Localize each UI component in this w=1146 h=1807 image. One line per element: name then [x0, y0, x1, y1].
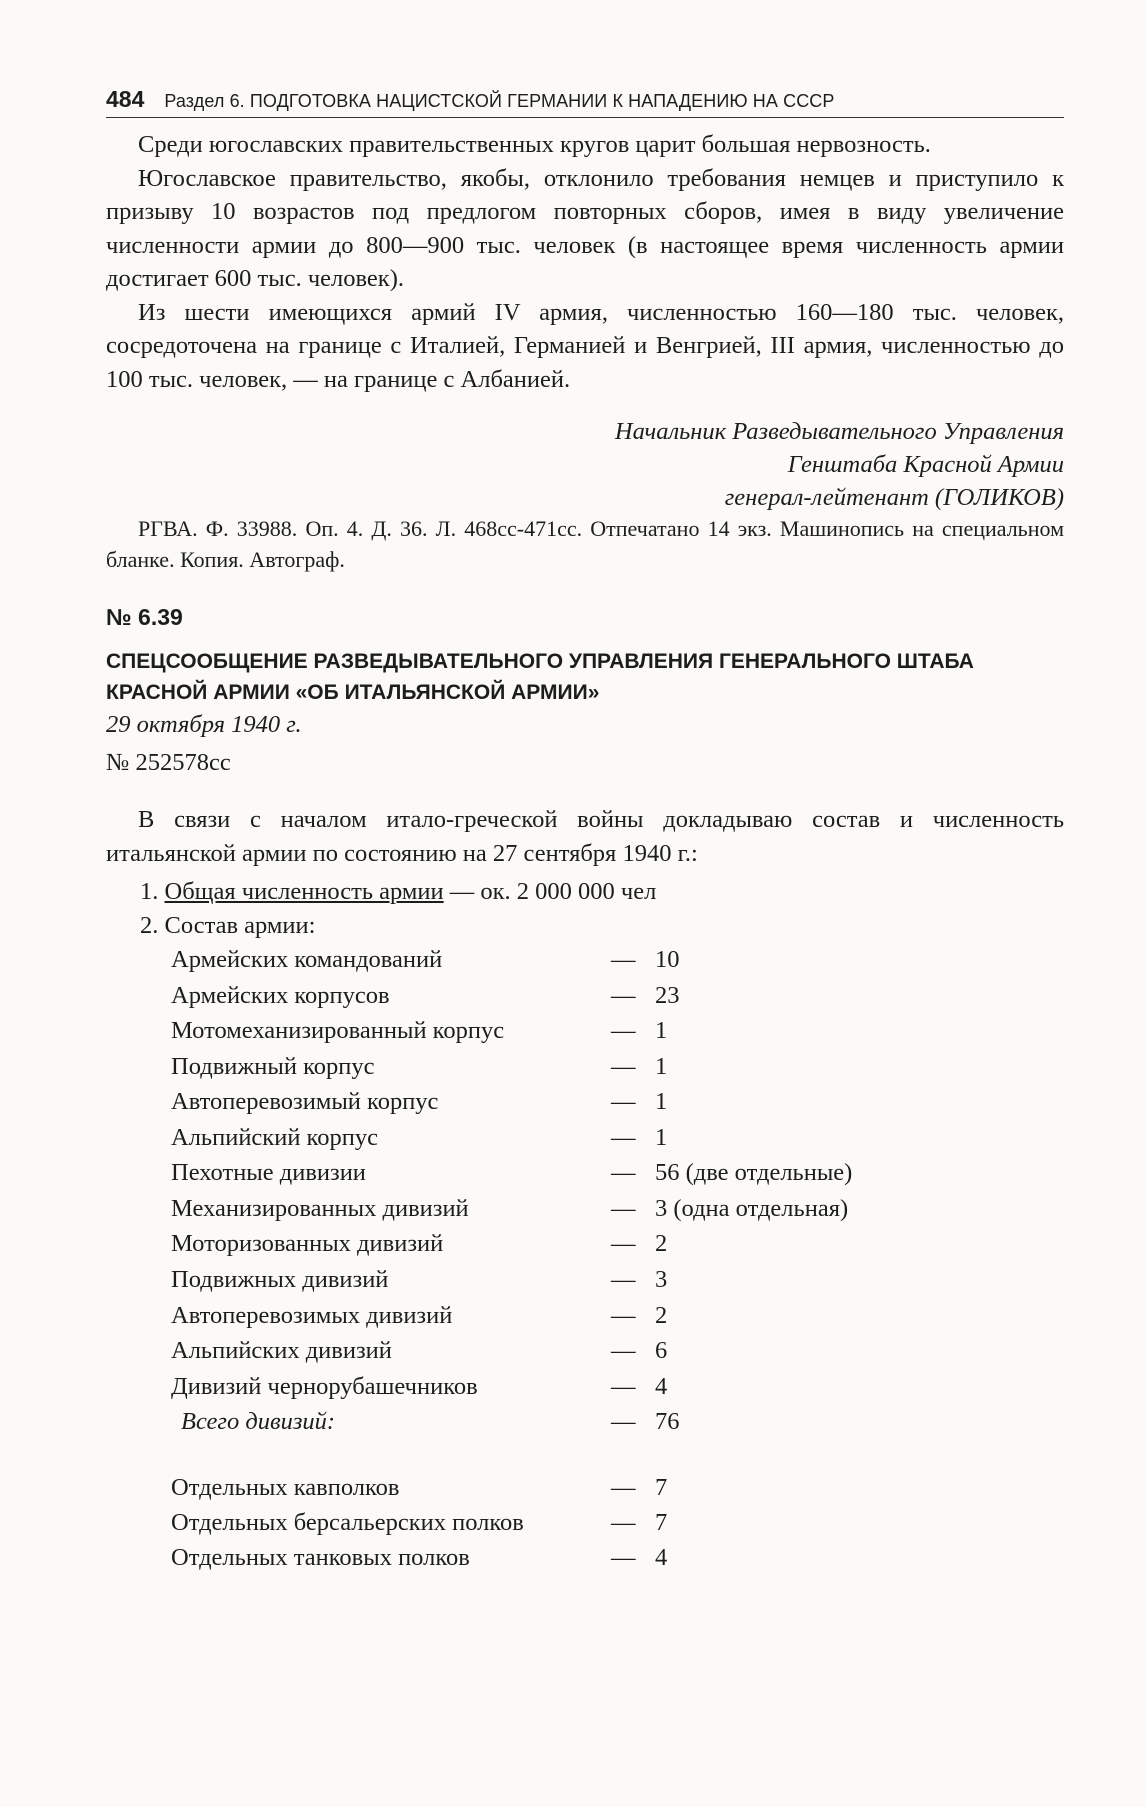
composition-row: [171, 1053, 931, 1087]
composition-row: [171, 1195, 931, 1229]
row-value: 1: [655, 1053, 668, 1080]
row-dash: —: [611, 1230, 636, 1257]
row-value: 56 (две отдельные): [655, 1159, 853, 1186]
document-date: 29 октября 1940 г.: [106, 711, 302, 738]
list-item-number: 1.: [140, 878, 159, 905]
running-header: [106, 86, 1064, 118]
row-value: 1: [655, 1124, 668, 1151]
paragraph: Из шести имеющихся армий IV армия, численностью 160—180 тыс. человек, сосредоточена на границе с Италией, Германией и Венгрией, III армия, численностью до 100 тыс. человек, — на границе с Албанией.: [106, 298, 1064, 393]
row-dash: —: [611, 1408, 636, 1435]
row-dash: —: [611, 1544, 636, 1571]
row-dash: —: [611, 1474, 636, 1501]
running-title: Раздел 6. ПОДГОТОВКА НАЦИСТСКОЙ ГЕРМАНИИ К НАПАДЕНИЮ НА СССР: [164, 91, 835, 111]
row-label: Альпийских дивизий: [171, 1337, 392, 1364]
row-dash: —: [611, 1088, 636, 1115]
composition-row: [171, 1017, 931, 1051]
row-label: Автоперевозимых дивизий: [171, 1302, 453, 1329]
signature-line: генерал-лейтенант (ГОЛИКОВ): [724, 484, 1064, 511]
row-value: 2: [655, 1302, 668, 1329]
row-label: Механизированных дивизий: [171, 1195, 469, 1222]
archive-source-note: РГВА. Ф. 33988. Оп. 4. Д. 36. Л. 468сс-471сс. Отпечатано 14 экз. Машинопись на специальном бланке. Копия. Автограф.: [106, 516, 1064, 572]
row-dash: —: [611, 1053, 636, 1080]
composition-row: [171, 982, 931, 1016]
composition-row: [171, 1373, 931, 1407]
row-label: Подвижных дивизий: [171, 1266, 389, 1293]
row-label: Отдельных берсальерских полков: [171, 1509, 524, 1536]
composition-row: [171, 1302, 931, 1336]
row-dash: —: [611, 1337, 636, 1364]
row-label: Армейских командований: [171, 946, 443, 973]
row-value: 3 (одна отдельная): [655, 1195, 849, 1222]
row-value: 6: [655, 1337, 668, 1364]
composition-row: [171, 1509, 931, 1543]
signature-line: Начальник Разведывательного Управления: [614, 418, 1064, 445]
row-dash: —: [611, 1124, 636, 1151]
row-label: Автоперевозимый корпус: [171, 1088, 439, 1115]
previous-document-body: [106, 128, 1064, 396]
composition-row: [171, 1474, 931, 1508]
row-value: 1: [655, 1088, 668, 1115]
row-dash: —: [611, 1266, 636, 1293]
row-value: 7: [655, 1474, 668, 1501]
row-value: 4: [655, 1544, 668, 1571]
row-label: Альпийский корпус: [171, 1124, 378, 1151]
row-label: Моторизованных дивизий: [171, 1230, 444, 1257]
document-number: № 6.39: [106, 604, 183, 630]
paragraph: Среди югославских правительственных кругов царит большая нервозность.: [138, 131, 931, 158]
row-label: Дивизий чернорубашечников: [171, 1373, 478, 1400]
row-value: 4: [655, 1373, 668, 1400]
row-value: 23: [655, 982, 680, 1009]
document-title: СПЕЦСООБЩЕНИЕ РАЗВЕДЫВАТЕЛЬНОГО УПРАВЛЕНИЯ ГЕНЕРАЛЬНОГО ШТАБА КРАСНОЙ АРМИИ «ОБ ИТАЛЬЯНСКОЙ АРМИИ»: [106, 650, 974, 704]
row-label: Пехотные дивизии: [171, 1159, 366, 1186]
row-value: 3: [655, 1266, 668, 1293]
total-strength-label: Общая численность армии: [164, 878, 444, 905]
row-label: Всего дивизий:: [181, 1408, 336, 1435]
signature-block: [615, 415, 1064, 514]
row-dash: —: [611, 1373, 636, 1400]
row-label: Отдельных кавполков: [171, 1474, 400, 1501]
row-label: Мотомеханизированный корпус: [171, 1017, 505, 1044]
page-number: 484: [106, 86, 145, 112]
row-dash: —: [611, 1195, 636, 1222]
composition-row: [171, 1266, 931, 1300]
composition-row: [171, 1230, 931, 1264]
row-label: Отдельных танковых полков: [171, 1544, 470, 1571]
composition-row: [171, 1337, 931, 1371]
total-strength-value: — ок. 2 000 000 чел: [449, 878, 657, 905]
list-item-composition: 2. Состав армии:: [140, 912, 316, 939]
composition-row: [171, 1124, 931, 1158]
row-label: Армейских корпусов: [171, 982, 390, 1009]
composition-row: [171, 1159, 931, 1193]
row-dash: —: [611, 946, 636, 973]
row-value: 7: [655, 1509, 668, 1536]
total-divisions-row: [171, 1408, 931, 1442]
row-value: 76: [655, 1408, 680, 1435]
row-dash: —: [611, 1509, 636, 1536]
paragraph: Югославское правительство, якобы, отклонило требования немцев и приступило к призыву 10 возрастов под предлогом повторных сборов, имея в виду увеличение численности армии до 800—900 тыс. человек (в настоящее время численность армии достигает 600 тыс. человек).: [106, 164, 1064, 292]
row-dash: —: [611, 1017, 636, 1044]
composition-row: [171, 1088, 931, 1122]
row-dash: —: [611, 1302, 636, 1329]
list-item-total: [140, 878, 656, 906]
row-dash: —: [611, 1159, 636, 1186]
composition-row: [171, 1544, 931, 1578]
intro-paragraph: В связи с началом итало-греческой войны докладываю состав и численность итальянской армии по состоянию на 27 сентября 1940 г.:: [106, 806, 1064, 867]
row-value: 10: [655, 946, 680, 973]
row-value: 2: [655, 1230, 668, 1257]
composition-row: [171, 946, 931, 980]
row-dash: —: [611, 982, 636, 1009]
row-label: Подвижный корпус: [171, 1053, 375, 1080]
registration-number: № 252578сс: [106, 749, 231, 776]
signature-line: Генштаба Красной Армии: [787, 451, 1064, 478]
row-value: 1: [655, 1017, 668, 1044]
